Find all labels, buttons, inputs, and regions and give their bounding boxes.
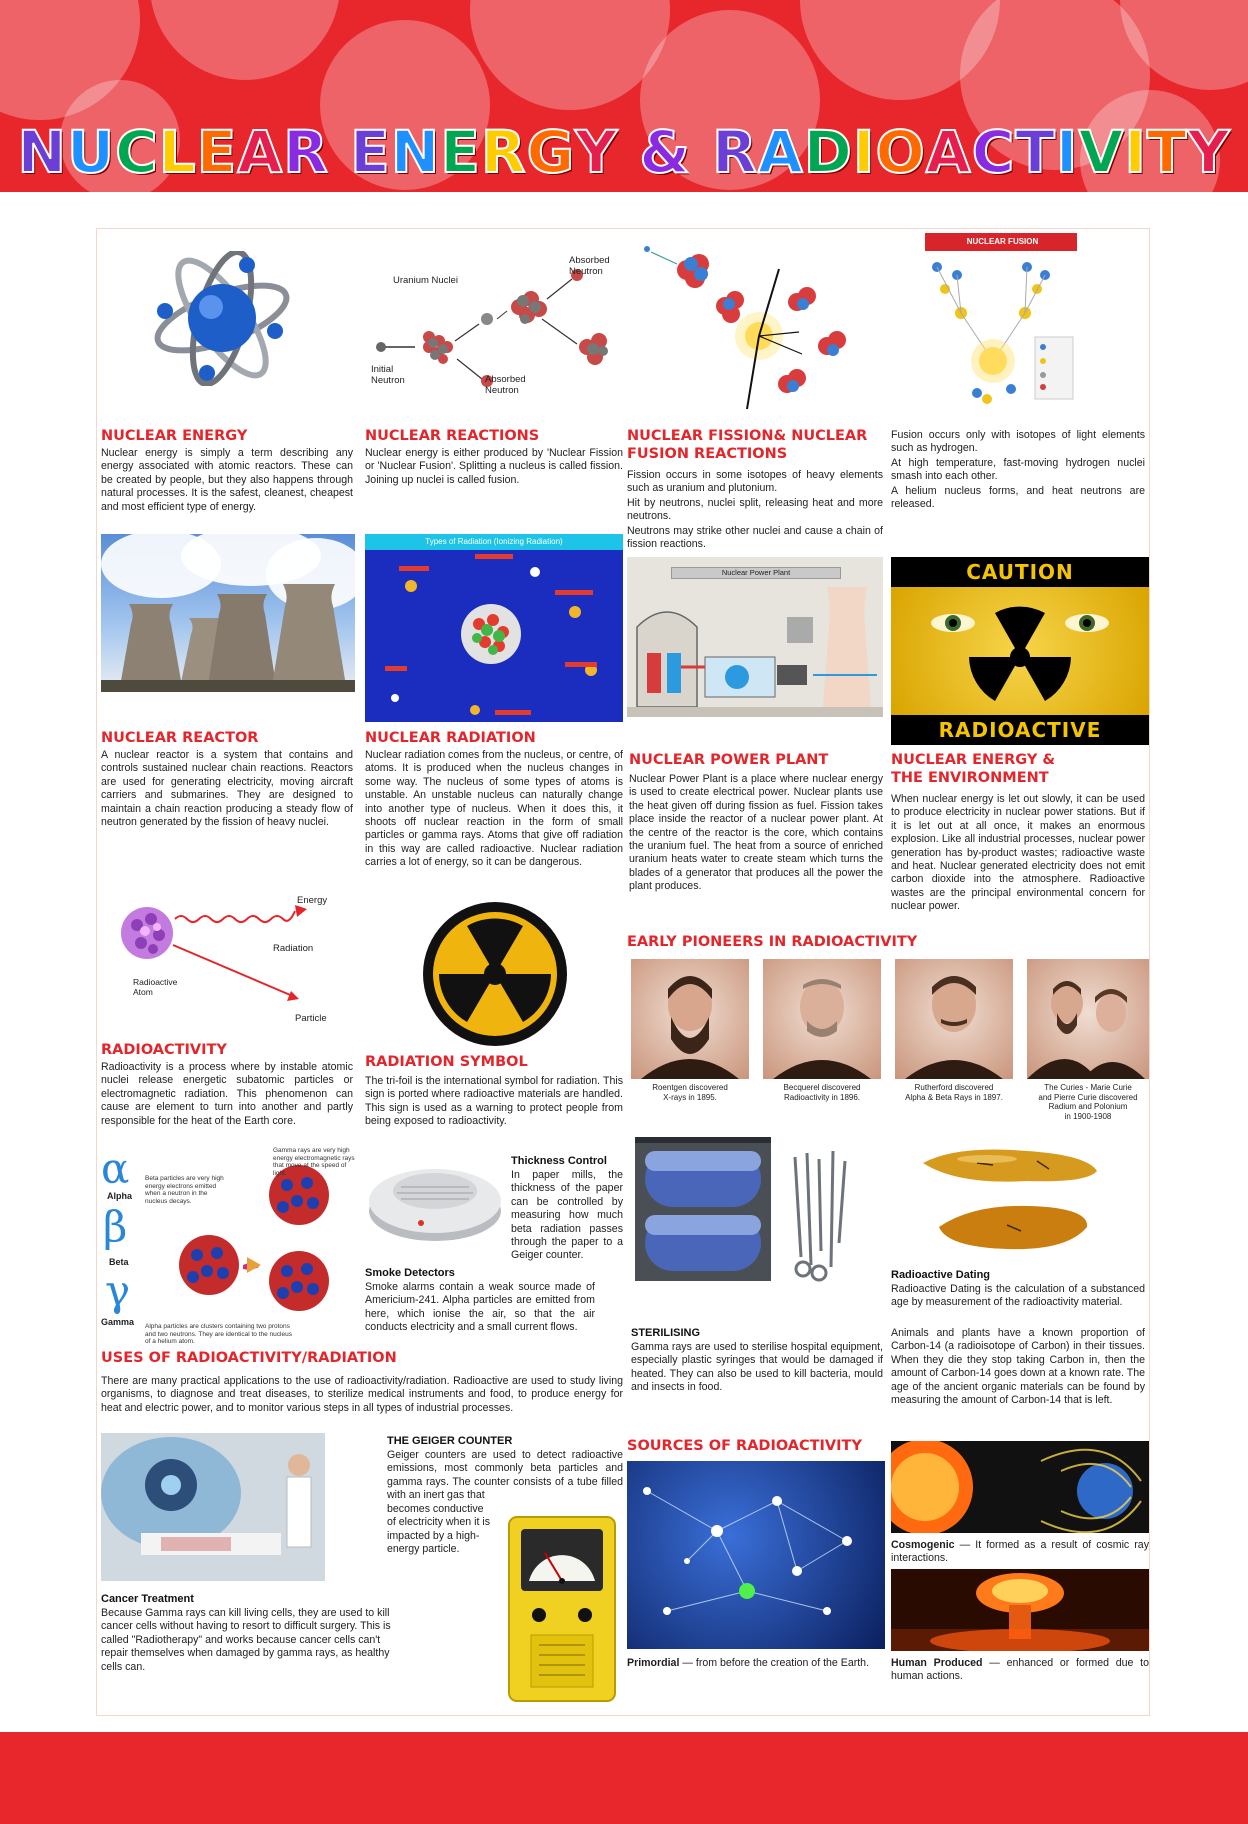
heading-environment-1: NUCLEAR ENERGY & xyxy=(891,752,1056,768)
thickness-control-text: In paper mills, the thickness of the paper can be controlled by measuring how much beta radiation passes through the paper to a Geiger counter. xyxy=(511,1169,623,1262)
heading-nuclear-reactions: NUCLEAR REACTIONS xyxy=(365,428,540,444)
label-particle: Particle xyxy=(295,1013,327,1024)
note-beta: Beta particles are very high energy electrons emitted when a neutron in the nucleus decays. xyxy=(145,1175,224,1205)
smoke-detectors-title: Smoke Detectors xyxy=(365,1267,455,1279)
title-letter: V xyxy=(1078,118,1125,186)
caution-text: CAUTION xyxy=(891,557,1149,587)
label-absorbed-neutron-bottom: Absorbed Neutron xyxy=(485,374,526,396)
title-letter: R xyxy=(712,118,758,186)
text-fusion-3: A helium nucleus forms, and heat neutrons are released. xyxy=(891,485,1145,511)
title-letter: G xyxy=(526,118,576,186)
alpha-beta-gamma-panel xyxy=(101,1144,355,1377)
alpha-symbol: α xyxy=(101,1144,130,1193)
human-produced-text xyxy=(891,1657,1149,1684)
cooling-towers-photo xyxy=(101,534,355,692)
title-letter: Y xyxy=(575,118,619,186)
radiation-types-banner: Types of Radiation (Ionizing Radiation) xyxy=(365,534,623,550)
text-nuclear-radiation: Nuclear radiation comes from the nucleus, or centre, of atoms. It is produced when the nucleus changes in some way. The nucleus of some types of atoms is unstable. An unstable nucleus can naturally change into another type of nucleus. When it does this, it shoots off nuclear reaction in the form of small particles or gamma rays. Atoms that give off radiation in this way are called radioactive. Nuclear radiation carries a lot of energy, so it can be dangerous. xyxy=(365,749,623,869)
radioactive-atom-diagram xyxy=(117,889,317,1019)
cancer-title: Cancer Treatment xyxy=(101,1593,194,1605)
geiger-title: THE GEIGER COUNTER xyxy=(387,1435,513,1447)
text-nuclear-reactor: A nuclear reactor is a system that contains and controls sustained nuclear chain reactions. Reactors are used for generating electricity, moving aircraft carriers and submarines. They are designed to maintain a chain reaction producing a steady flow of neutron generated by the fission of heavy nuclei. xyxy=(101,749,353,829)
title-letter: D xyxy=(803,118,853,186)
label-absorbed-neutron-top: Absorbed Neutron xyxy=(569,255,610,277)
title-letter: C xyxy=(115,118,159,186)
heading-sources: SOURCES OF RADIOACTIVITY xyxy=(627,1438,862,1454)
radioactive-text: RADIOACTIVE xyxy=(891,715,1149,745)
human-produced-title: Human Produced xyxy=(891,1657,983,1669)
text-environment: When nuclear energy is let out slowly, it can be used to produce electricity in nuclear power stations. But if it is let out at all once, it makes an enormous explosion. Like all industrial processes, nuclear power generation has by-product wastes; radioactive waste and heat. Nuclear generated electricity does not emit carbon dioxide into the atmosphere. Radioactive wastes are the principal environmental concern for nuclear power. xyxy=(891,793,1145,913)
pioneer-portrait-curies xyxy=(1027,959,1149,1079)
human-produced-explosion-image xyxy=(891,1569,1149,1651)
power-plant-diagram xyxy=(627,557,883,717)
caption-becquerel: Becquerel discovered Radioactivity in 1896. xyxy=(783,1083,861,1102)
title-letter: E xyxy=(440,118,481,186)
primordial-title: Primordial xyxy=(627,1657,680,1669)
fusion-banner: NUCLEAR FUSION xyxy=(925,233,1077,251)
text-fusion-2: At high temperature, fast-moving hydrogen nuclei smash into each other. xyxy=(891,457,1145,483)
pioneer-portrait-becquerel xyxy=(763,959,881,1079)
power-plant-banner: Nuclear Power Plant xyxy=(671,567,841,579)
title-letter: I xyxy=(1055,118,1079,186)
label-radiation: Radiation xyxy=(273,943,314,954)
dating-title: Radioactive Dating xyxy=(891,1269,991,1281)
gamma-label: Gamma xyxy=(101,1317,135,1327)
radiation-trefoil-icon xyxy=(415,899,575,1049)
title-letter xyxy=(329,118,350,186)
text-fission-2: Hit by neutrons, nuclei split, releasing heat and more neutrons. xyxy=(627,497,883,523)
title-letter: R xyxy=(480,118,527,186)
title-letter: E xyxy=(196,118,238,186)
sterilising-machine-photo xyxy=(635,1137,771,1281)
title-letter: T xyxy=(1146,118,1188,186)
caution-radioactive-sign xyxy=(891,557,1149,745)
heading-fission-fusion-1: NUCLEAR FISSION& NUCLEAR xyxy=(627,428,868,444)
title-letter: Y xyxy=(1187,118,1231,186)
heading-nuclear-reactor: NUCLEAR REACTOR xyxy=(101,730,259,746)
text-radioactivity: Radioactivity is a process where by instable atomic nuclei release energetic subatomic particles or electromagnetic radiation. This phenomenon can cause are element to turn into another and partly responsible for the heat of the Earth core. xyxy=(101,1061,353,1127)
content-board xyxy=(96,228,1150,1716)
thickness-control-title: Thickness Control xyxy=(511,1155,607,1167)
gamma-symbol: γ xyxy=(105,1266,131,1315)
title-letter: L xyxy=(158,118,197,186)
dating-text-1: Radioactive Dating is the calculation of a substanced age by measurement of the radioactivity material. xyxy=(891,1283,1145,1309)
title-letter: & xyxy=(639,118,691,186)
sterilising-text: Gamma rays are used to sterilise hospital equipment, especially plastic syringes that would be damaged if heated. They can also be used to kill bacteria, mould and insects in food. xyxy=(631,1341,883,1394)
title-letter: U xyxy=(67,118,116,186)
heading-pioneers: EARLY PIONEERS IN RADIOACTIVITY xyxy=(627,934,918,950)
title-letter: A xyxy=(237,118,284,186)
cosmogenic-text xyxy=(891,1539,1149,1566)
poster-title xyxy=(0,118,1248,186)
heading-environment-2: THE ENVIRONMENT xyxy=(891,770,1049,786)
smoke-detectors-text: Smoke alarms contain a weak source made of Americium-241. Alpha particles are emitted from here, which ionise the air, so that the air conducts electricity and a small current flows. xyxy=(365,1281,595,1334)
caption-rutherford: Rutherford discovered Alpha & Beta Rays in 1897. xyxy=(905,1083,1003,1102)
dating-text-2: Animals and plants have a known proportion of Carbon-14 (a radioisotope of Carbon) in their tissues. When they die they stop taking Carbon in, then the amount of Carbon-14 goes down at a known rate. The age of the ancient organic materials can be found by measuring the amount of Carbon-14 that is left. xyxy=(891,1327,1145,1407)
text-fission-3: Neutrons may strike other nuclei and cause a chain of fission reactions. xyxy=(627,525,883,551)
title-letter: N xyxy=(17,118,68,186)
title-letter: I xyxy=(1124,118,1147,186)
title-letter: E xyxy=(350,118,391,186)
smoke-detector-icon xyxy=(365,1147,505,1257)
note-gamma: Gamma rays are very high energy electromagnetic rays that move at the speed of light. xyxy=(273,1147,355,1177)
footer-band xyxy=(0,1732,1248,1824)
pioneer-portrait-rutherford xyxy=(895,959,1013,1079)
title-letter: A xyxy=(925,118,972,186)
amber-fossil-photo xyxy=(917,1141,1107,1257)
label-uranium-nuclei: Uranium Nuclei xyxy=(393,275,458,286)
title-letter: C xyxy=(971,118,1016,186)
primordial-desc: — from before the creation of the Earth. xyxy=(679,1657,870,1669)
text-fusion-1: Fusion occurs only with isotopes of light elements such as hydrogen. xyxy=(891,429,1145,455)
geiger-counter-icon xyxy=(505,1511,619,1705)
title-letter: T xyxy=(1015,118,1056,186)
cancer-text: Because Gamma rays can kill living cells, they are used to kill cancer cells without having to resort to difficult surgery. This is called "Radiotherapy" and works because cancer cells can't repair themselves when damaged by gamma rays, as healthy cells can. xyxy=(101,1607,391,1673)
heading-fission-fusion-2: FUSION REACTIONS xyxy=(627,446,788,462)
text-nuclear-energy: Nuclear energy is simply a term describing any energy associated with atomic reactors. These can be created by people, but they also happens through natural processes. It is the safest, cleanest, cheapest and most efficient type of energy. xyxy=(101,447,353,513)
heading-nuclear-radiation: NUCLEAR RADIATION xyxy=(365,730,536,746)
human-produced-desc: — enhanced or formed due to human actions. xyxy=(891,1657,1149,1683)
primordial-network-image xyxy=(627,1461,885,1649)
title-letter: A xyxy=(757,118,804,186)
text-power-plant: Nuclear Power Plant is a place where nuclear energy is used to create electrical power. Nuclear plants use the heat given off during fission as fuel. Fission takes place inside the reactor of a nuclear power plant. At the centre of the reactor is the core, which contains the uranium fuel. The heat from a source of enriched uranium heats water to create steam which turns the blades of a generator that produces all the power the plant produces. xyxy=(629,773,883,893)
heading-nuclear-energy: NUCLEAR ENERGY xyxy=(101,428,248,444)
cosmogenic-title: Cosmogenic xyxy=(891,1539,955,1551)
title-letter xyxy=(691,118,712,186)
geiger-text-2: becomes conductive of electricity when it is impacted by a high-energy particle. xyxy=(387,1503,491,1556)
caption-curies: The Curies - Marie Curie and Pierre Curie discovered Radium and Polonium in 1900-1908 xyxy=(1038,1083,1138,1121)
title-letter: N xyxy=(390,118,441,186)
geiger-text-1: Geiger counters are used to detect radioactive emissions, most commonly beta particles and gamma rays. The counter consists of a tube filled with an inert gas that xyxy=(387,1449,623,1502)
title-letter: O xyxy=(875,118,926,186)
label-radioactive-atom: Radioactive Atom xyxy=(133,977,178,997)
primordial-text xyxy=(627,1657,885,1670)
caption-roentgen: Roentgen discovered X-rays in 1895. xyxy=(652,1083,728,1102)
beta-label: Beta xyxy=(109,1257,129,1267)
radiation-types-illustration xyxy=(365,534,623,722)
beta-symbol: β xyxy=(103,1202,128,1251)
cancer-treatment-photo xyxy=(101,1433,325,1581)
nuclear-fusion-diagram xyxy=(917,233,1077,413)
text-nuclear-reactions: Nuclear energy is either produced by 'Nuclear Fission or 'Nuclear Fusion'. Splitting a nucleus is called fission. Joining up nuclei is called fusion. xyxy=(365,447,623,486)
cosmogenic-image xyxy=(891,1441,1149,1533)
pioneer-portrait-roentgen xyxy=(631,959,749,1079)
text-fission-1: Fission occurs in some isotopes of heavy elements such as uranium and plutonium. xyxy=(627,469,883,495)
note-alpha: Alpha particles are clusters containing two protons and two neutrons. They are identical to the nucleus of a helium atom. xyxy=(145,1323,292,1345)
heading-power-plant: NUCLEAR POWER PLANT xyxy=(629,752,829,768)
label-energy: Energy xyxy=(297,895,328,906)
heading-radiation-symbol: RADIATION SYMBOL xyxy=(365,1054,528,1070)
heading-uses: USES OF RADIOACTIVITY/RADIATION xyxy=(101,1350,397,1366)
atom-icon xyxy=(147,251,297,386)
surgical-instruments-photo xyxy=(781,1147,861,1287)
pioneers-row xyxy=(631,959,1149,1121)
chain-reaction-illustration xyxy=(627,234,857,424)
text-uses: There are many practical applications to the use of radioactivity/radiation. Radioactive are used to study living organisms, to diagnose and treat diseases, to sterilize medical instruments and food, to produce energy for heat and electric power, and to monitor various steps in all types of industrial processes. xyxy=(101,1375,623,1414)
alpha-label: Alpha xyxy=(107,1191,133,1201)
sterilising-title: STERILISING xyxy=(631,1327,701,1339)
title-letter xyxy=(618,118,639,186)
title-letter: I xyxy=(852,118,876,186)
label-initial-neutron: Initial Neutron xyxy=(371,364,405,386)
title-letter: R xyxy=(283,118,329,186)
text-radiation-symbol: The tri-foil is the international symbol for radiation. This sign is ported where radioactive materials are handled. This sign is used as a warning to protect people from being exposed to radioactivity. xyxy=(365,1075,623,1128)
heading-radioactivity: RADIOACTIVITY xyxy=(101,1042,227,1058)
cosmogenic-desc: — It formed as a result of cosmic ray interactions. xyxy=(891,1539,1149,1565)
